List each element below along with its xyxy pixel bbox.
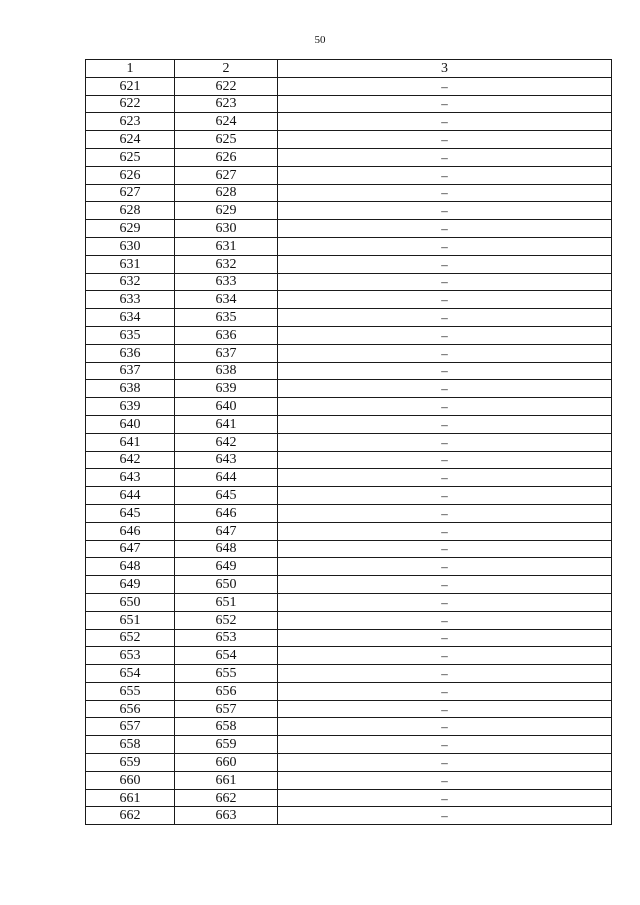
table-cell-col-1: 643 — [86, 469, 175, 487]
table-row — [86, 469, 612, 487]
table-row — [86, 309, 612, 327]
table-row — [86, 504, 612, 522]
table-cell-col-3: – — [278, 184, 612, 202]
table-cell-col-1: 659 — [86, 754, 175, 772]
table-cell-col-1: 646 — [86, 522, 175, 540]
table-row — [86, 148, 612, 166]
table-cell-col-1: 641 — [86, 433, 175, 451]
table-cell-col-2: 627 — [175, 166, 278, 184]
table-cell-col-3: – — [278, 273, 612, 291]
table-cell-col-3: – — [278, 166, 612, 184]
table-cell-col-3: – — [278, 647, 612, 665]
table-cell-col-2: 631 — [175, 237, 278, 255]
table-cell-col-3: – — [278, 807, 612, 825]
table-body — [86, 77, 612, 824]
table-cell-col-2: 630 — [175, 220, 278, 238]
table-cell-col-1: 633 — [86, 291, 175, 309]
table-cell-col-1: 660 — [86, 771, 175, 789]
table-cell-col-3: – — [278, 700, 612, 718]
table-cell-col-3: – — [278, 362, 612, 380]
table-cell-col-1: 626 — [86, 166, 175, 184]
table-cell-col-3: – — [278, 433, 612, 451]
data-table — [85, 59, 612, 825]
table-cell-col-3: – — [278, 558, 612, 576]
table-cell-col-3: – — [278, 95, 612, 113]
column-header-2: 2 — [175, 60, 278, 78]
table-row — [86, 255, 612, 273]
table-cell-col-3: – — [278, 398, 612, 416]
table-cell-col-1: 655 — [86, 682, 175, 700]
table-row — [86, 344, 612, 362]
table-cell-col-2: 642 — [175, 433, 278, 451]
table-row — [86, 273, 612, 291]
table-cell-col-3: – — [278, 718, 612, 736]
table-cell-col-2: 658 — [175, 718, 278, 736]
column-header-1: 1 — [86, 60, 175, 78]
table-cell-col-2: 640 — [175, 398, 278, 416]
table-row — [86, 665, 612, 683]
table-cell-col-2: 636 — [175, 326, 278, 344]
table-cell-col-1: 661 — [86, 789, 175, 807]
table-cell-col-2: 626 — [175, 148, 278, 166]
table-row — [86, 415, 612, 433]
table-cell-col-2: 648 — [175, 540, 278, 558]
table-row — [86, 95, 612, 113]
table-row — [86, 807, 612, 825]
table-row — [86, 291, 612, 309]
table-row — [86, 380, 612, 398]
table-cell-col-2: 655 — [175, 665, 278, 683]
table-cell-col-2: 628 — [175, 184, 278, 202]
table-cell-col-1: 642 — [86, 451, 175, 469]
table-row — [86, 166, 612, 184]
table-row — [86, 220, 612, 238]
page-number: 50 — [314, 34, 326, 46]
table-cell-col-1: 632 — [86, 273, 175, 291]
table-cell-col-3: – — [278, 113, 612, 131]
table-cell-col-1: 644 — [86, 487, 175, 505]
table-cell-col-1: 629 — [86, 220, 175, 238]
table-row — [86, 736, 612, 754]
table-cell-col-2: 651 — [175, 593, 278, 611]
table-cell-col-1: 640 — [86, 415, 175, 433]
table-cell-col-2: 662 — [175, 789, 278, 807]
table-cell-col-2: 624 — [175, 113, 278, 131]
table-cell-col-2: 637 — [175, 344, 278, 362]
table-row — [86, 700, 612, 718]
table-cell-col-1: 651 — [86, 611, 175, 629]
table-row — [86, 754, 612, 772]
table-row — [86, 576, 612, 594]
table-cell-col-2: 646 — [175, 504, 278, 522]
table-cell-col-3: – — [278, 131, 612, 149]
table-cell-col-3: – — [278, 380, 612, 398]
table-cell-col-3: – — [278, 415, 612, 433]
table-cell-col-1: 631 — [86, 255, 175, 273]
table-row — [86, 718, 612, 736]
table-row — [86, 326, 612, 344]
table-row — [86, 398, 612, 416]
table-cell-col-1: 654 — [86, 665, 175, 683]
table-cell-col-1: 636 — [86, 344, 175, 362]
table-row — [86, 131, 612, 149]
table-cell-col-1: 647 — [86, 540, 175, 558]
table-row — [86, 682, 612, 700]
table-cell-col-3: – — [278, 77, 612, 95]
table-cell-col-2: 633 — [175, 273, 278, 291]
table-cell-col-1: 627 — [86, 184, 175, 202]
table-cell-col-3: – — [278, 540, 612, 558]
table-cell-col-2: 663 — [175, 807, 278, 825]
table-cell-col-3: – — [278, 504, 612, 522]
table-row — [86, 522, 612, 540]
table-cell-col-1: 623 — [86, 113, 175, 131]
table-cell-col-3: – — [278, 736, 612, 754]
table-row — [86, 647, 612, 665]
table-row — [86, 629, 612, 647]
table-cell-col-2: 639 — [175, 380, 278, 398]
table-cell-col-3: – — [278, 576, 612, 594]
table-cell-col-1: 628 — [86, 202, 175, 220]
table-cell-col-2: 645 — [175, 487, 278, 505]
table-cell-col-1: 652 — [86, 629, 175, 647]
table-cell-col-1: 624 — [86, 131, 175, 149]
table-cell-col-2: 641 — [175, 415, 278, 433]
table-row — [86, 487, 612, 505]
table-cell-col-2: 656 — [175, 682, 278, 700]
table-cell-col-3: – — [278, 220, 612, 238]
table-cell-col-3: – — [278, 522, 612, 540]
table-cell-col-3: – — [278, 665, 612, 683]
table-cell-col-3: – — [278, 451, 612, 469]
table-cell-col-1: 635 — [86, 326, 175, 344]
table-cell-col-1: 650 — [86, 593, 175, 611]
table-cell-col-1: 634 — [86, 309, 175, 327]
table-cell-col-1: 649 — [86, 576, 175, 594]
table-row — [86, 184, 612, 202]
table-cell-col-3: – — [278, 771, 612, 789]
table-cell-col-1: 638 — [86, 380, 175, 398]
table-cell-col-2: 629 — [175, 202, 278, 220]
table-cell-col-1: 622 — [86, 95, 175, 113]
table-cell-col-2: 634 — [175, 291, 278, 309]
table-row — [86, 362, 612, 380]
column-header-3: 3 — [278, 60, 612, 78]
table-cell-col-3: – — [278, 629, 612, 647]
table-cell-col-3: – — [278, 309, 612, 327]
table-cell-col-2: 657 — [175, 700, 278, 718]
table-cell-col-1: 653 — [86, 647, 175, 665]
table-cell-col-2: 632 — [175, 255, 278, 273]
table-cell-col-1: 637 — [86, 362, 175, 380]
table-cell-col-2: 649 — [175, 558, 278, 576]
table-row — [86, 237, 612, 255]
table-cell-col-1: 645 — [86, 504, 175, 522]
table-cell-col-3: – — [278, 291, 612, 309]
table-row — [86, 433, 612, 451]
table-cell-col-3: – — [278, 326, 612, 344]
table-cell-col-1: 656 — [86, 700, 175, 718]
table-cell-col-1: 658 — [86, 736, 175, 754]
table-cell-col-1: 621 — [86, 77, 175, 95]
table-cell-col-1: 630 — [86, 237, 175, 255]
table-row — [86, 771, 612, 789]
table-cell-col-3: – — [278, 789, 612, 807]
table-row — [86, 451, 612, 469]
table-cell-col-3: – — [278, 611, 612, 629]
table-header-row — [86, 60, 612, 78]
table-row — [86, 789, 612, 807]
table-cell-col-2: 652 — [175, 611, 278, 629]
table-cell-col-2: 643 — [175, 451, 278, 469]
table-cell-col-2: 647 — [175, 522, 278, 540]
table-cell-col-2: 623 — [175, 95, 278, 113]
table-cell-col-1: 648 — [86, 558, 175, 576]
table-cell-col-1: 657 — [86, 718, 175, 736]
table-cell-col-2: 654 — [175, 647, 278, 665]
table-cell-col-2: 660 — [175, 754, 278, 772]
table-row — [86, 540, 612, 558]
table-row — [86, 611, 612, 629]
table-cell-col-3: – — [278, 469, 612, 487]
table-cell-col-3: – — [278, 682, 612, 700]
table-cell-col-2: 638 — [175, 362, 278, 380]
table-cell-col-2: 622 — [175, 77, 278, 95]
table-cell-col-1: 662 — [86, 807, 175, 825]
table-cell-col-2: 653 — [175, 629, 278, 647]
table-row — [86, 113, 612, 131]
table-cell-col-3: – — [278, 237, 612, 255]
table-cell-col-2: 644 — [175, 469, 278, 487]
table-cell-col-3: – — [278, 202, 612, 220]
table-cell-col-1: 639 — [86, 398, 175, 416]
table-cell-col-3: – — [278, 344, 612, 362]
table-cell-col-3: – — [278, 148, 612, 166]
table-cell-col-2: 650 — [175, 576, 278, 594]
table-row — [86, 77, 612, 95]
table-cell-col-2: 625 — [175, 131, 278, 149]
table-cell-col-2: 661 — [175, 771, 278, 789]
table-cell-col-1: 625 — [86, 148, 175, 166]
table-cell-col-3: – — [278, 487, 612, 505]
table-row — [86, 558, 612, 576]
table-cell-col-2: 659 — [175, 736, 278, 754]
table-cell-col-3: – — [278, 255, 612, 273]
table-cell-col-3: – — [278, 754, 612, 772]
table-cell-col-2: 635 — [175, 309, 278, 327]
table-row — [86, 202, 612, 220]
table-cell-col-3: – — [278, 593, 612, 611]
table-row — [86, 593, 612, 611]
